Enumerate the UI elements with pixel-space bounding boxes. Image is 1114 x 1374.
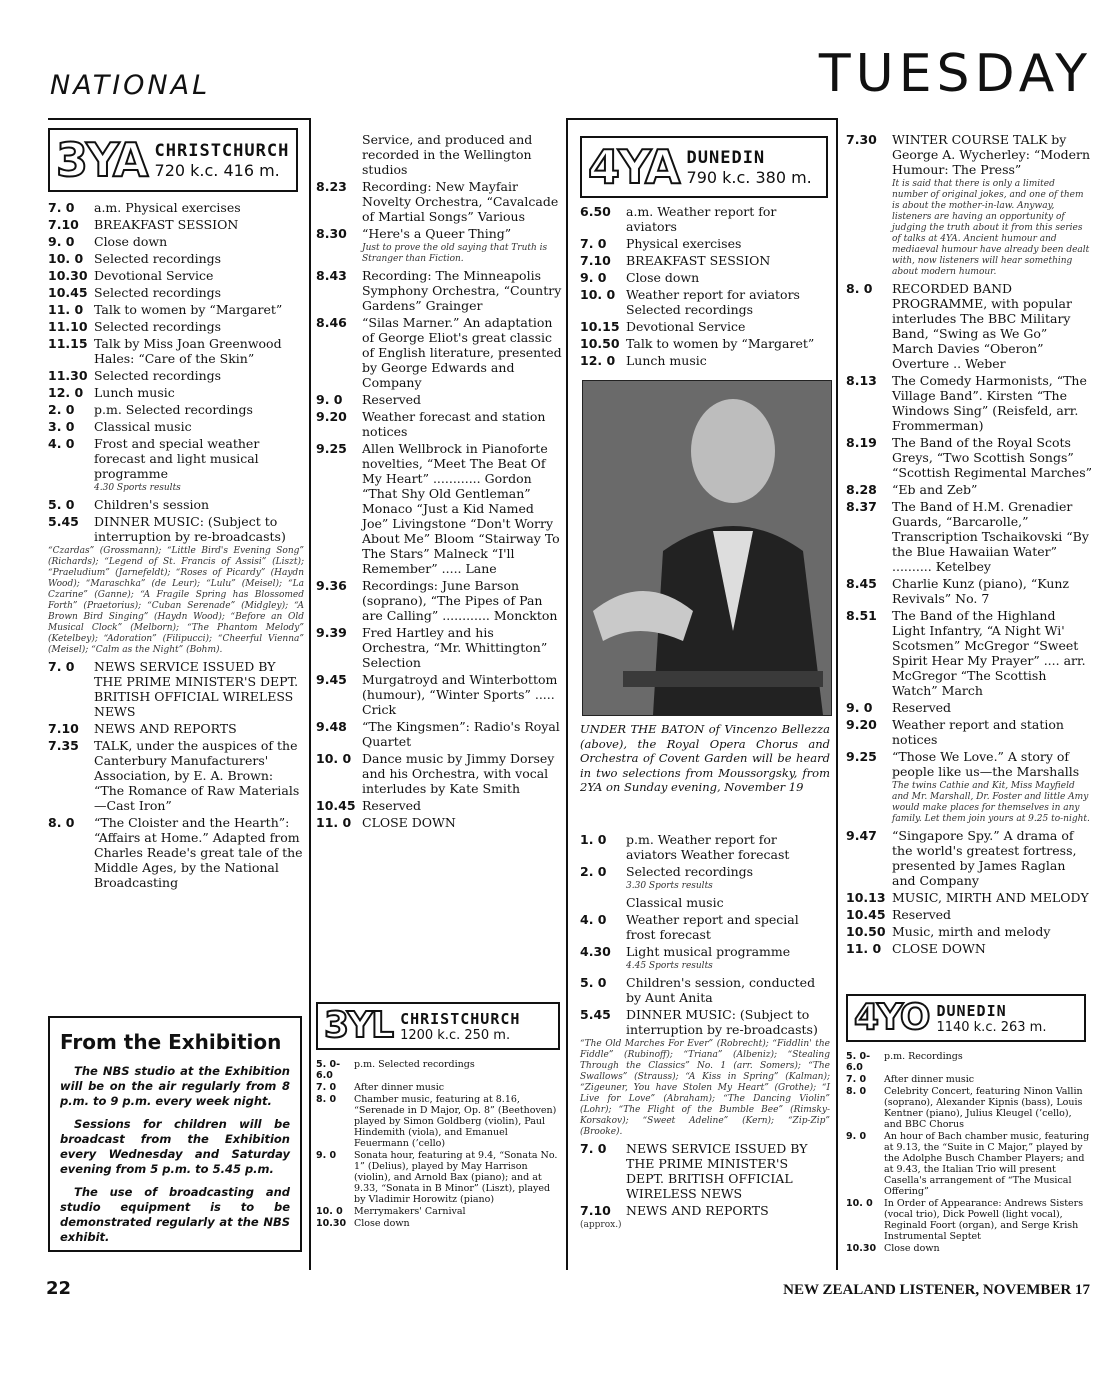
schedule-row <box>316 226 564 241</box>
schedule-row <box>580 1203 830 1218</box>
station-city: CHRISTCHURCH <box>400 1009 521 1028</box>
schedule-row <box>580 895 830 910</box>
schedule-description: The Comedy Harmonists, “The Village Band”. Kirsten “The Windows Sing” (Reisfeld, arr. Frommerman) <box>892 373 1087 433</box>
schedule-list <box>48 200 304 544</box>
schedule-row <box>846 717 1092 747</box>
schedule-description: BREAKFAST SESSION <box>94 217 239 232</box>
schedule-description: Physical exercises <box>626 236 742 251</box>
schedule-time: 8.28 <box>846 482 877 497</box>
station-callsign: 3YL <box>324 1005 393 1046</box>
schedule-row <box>316 751 564 796</box>
schedule-description: Selected recordings <box>94 368 222 383</box>
schedule-row <box>316 1206 564 1217</box>
schedule-description: TALK, under the auspices of the Canterbury Manufacturers' Association, by E. A. Brown: “The Romance of Raw Materials—Cast Iron” <box>94 738 300 813</box>
schedule-time: 9. 0 <box>580 270 607 285</box>
schedule-description: “Singapore Spy.” A drama of the world's greatest fortress, presented by James Raglan and Company <box>892 828 1077 888</box>
continued-text: Service, and produced and recorded in the Wellington studios <box>362 132 533 177</box>
schedule-row <box>846 373 1092 433</box>
schedule-time: 9.45 <box>316 672 347 687</box>
schedule-row <box>316 1150 564 1205</box>
schedule-time: 7. 0 <box>48 200 75 215</box>
schedule-description: Reserved <box>892 907 952 922</box>
schedule-row <box>846 890 1092 905</box>
schedule-time: 8. 0 <box>316 1094 337 1105</box>
schedule-row <box>316 179 564 224</box>
schedule-note: Just to prove the old saying that Truth is Stranger than Fiction. <box>362 243 548 264</box>
schedule-time: 10.50 <box>580 336 620 351</box>
schedule-time: 10.13 <box>846 890 886 905</box>
schedule-time: 9. 0 <box>48 234 75 249</box>
schedule-row <box>846 1086 1092 1130</box>
schedule-row <box>846 435 1092 480</box>
schedule-time: 10.30 <box>316 1218 347 1229</box>
schedule-note: 4.45 Sports results <box>626 961 713 971</box>
schedule-description: Devotional Service <box>94 268 214 283</box>
schedule-time: 9.48 <box>316 719 347 734</box>
schedule-row <box>846 828 1092 888</box>
schedule-row <box>316 578 564 623</box>
schedule-time: 8. 0 <box>846 281 873 296</box>
column-4ya-evening <box>846 130 1092 958</box>
schedule-description: “Eb and Zeb” <box>892 482 978 497</box>
schedule-row <box>316 315 564 390</box>
schedule-time: 10.50 <box>846 924 886 939</box>
schedule-description: Recording: New Mayfair Novelty Orchestra, “Cavalcade of Martial Songs” Various <box>362 179 559 224</box>
schedule-description: Recording: The Minneapolis Symphony Orchestra, “Country Gardens” Grainger <box>362 268 562 313</box>
schedule-description: Selected recordings <box>94 251 222 266</box>
schedule-row <box>580 236 830 251</box>
schedule-time: 8.46 <box>316 315 347 330</box>
schedule-time: 10.30 <box>48 268 88 283</box>
schedule-description: CLOSE DOWN <box>362 815 456 830</box>
schedule-time: 2. 0 <box>48 402 75 417</box>
schedule-description: Frost and special weather forecast and light musical programme <box>94 436 260 481</box>
station-header-4yo <box>846 994 1086 1042</box>
schedule-row <box>316 392 564 407</box>
schedule-description: NEWS SERVICE ISSUED BY THE PRIME MINISTER'S DEPT. BRITISH OFFICIAL WIRELESS NEWS <box>94 659 299 719</box>
schedule-time: 10. 0 <box>846 1198 873 1209</box>
schedule-description: MUSIC, MIRTH AND MELODY <box>892 890 1089 905</box>
schedule-time: 5. 0 <box>48 497 75 512</box>
schedule-description: NEWS AND REPORTS <box>626 1203 769 1218</box>
schedule-description: After dinner music <box>354 1082 445 1093</box>
schedule-description: In Order of Appearance: Andrews Sisters (vocal trio), Dick Powell (light vocal), Reginald Foort (organ), and Serge Krish Instrumental Septet <box>884 1198 1084 1242</box>
schedule-time: 9. 0 <box>316 392 343 407</box>
schedule-time: 8.13 <box>846 373 877 388</box>
schedule-description: Light musical programme <box>626 944 791 959</box>
schedule-row <box>48 514 304 544</box>
schedule-row <box>316 1082 564 1093</box>
schedule-time: 9.20 <box>846 717 877 732</box>
schedule-time: 9.36 <box>316 578 347 593</box>
station-callsign: 4YO <box>854 997 929 1038</box>
dinner-music-list: “Czardas” (Grossmann); “Little Bird's Evening Song” (Richards); “Legend of St. Francis of Assisi” (Liszt); “Praeludium” (Jarnefeldt); “Roses of Picardy” (Haydn Wood); “Maraschka” (de Leur); “Lulu” (Meisel); “La Czarine” (Ganne); “A Fragile Spring has Blossomed Forth” (Praetorius); “Cuban Serenade” (Midgley); “A Brown Bird Singing” (Haydn Wood); “Before an Old Musical Clock” (Melborn); “The Phantom Melody” (Ketelbey); “Adoration” (Filipucci); “Cheerful Vienna” (Meisel); “Calm as the Night” (Bohm). <box>48 546 304 655</box>
schedule-time: 1. 0 <box>580 832 607 847</box>
schedule-time: 9.20 <box>316 409 347 424</box>
publication-footer: NEW ZEALAND LISTENER, NOVEMBER 17 <box>783 1282 1090 1298</box>
schedule-row <box>846 1051 1092 1073</box>
day-title: TUESDAY <box>818 44 1092 104</box>
photo-caption: UNDER THE BATON of Vincenzo Bellezza (above), the Royal Opera Chorus and Orchestra of Covent Garden will be heard in two selections from Moussorgsky, from 2YA on Sunday evening, November 19 <box>580 722 830 794</box>
schedule-time: 9.39 <box>316 625 347 640</box>
schedule-time: 6.50 <box>580 204 611 219</box>
schedule-row <box>48 436 304 481</box>
station-header-3ya <box>48 128 298 192</box>
schedule-time: 10.45 <box>846 907 886 922</box>
schedule-row <box>48 285 304 300</box>
schedule-time: 8. 0 <box>48 815 75 830</box>
schedule-list <box>48 659 304 890</box>
schedule-list <box>580 1141 830 1218</box>
schedule-time: 8.37 <box>846 499 877 514</box>
schedule-description: Selected recordings <box>94 285 222 300</box>
schedule-description: p.m. Selected recordings <box>354 1059 475 1070</box>
schedule-time: 5.45 <box>48 514 79 529</box>
schedule-row <box>580 270 830 285</box>
schedule-row <box>316 625 564 670</box>
schedule-row <box>580 253 830 268</box>
schedule-description: After dinner music <box>884 1074 975 1085</box>
schedule-description: Music, mirth and melody <box>892 924 1051 939</box>
schedule-description: NEWS AND REPORTS <box>94 721 237 736</box>
schedule-description: Classical music <box>94 419 192 434</box>
schedule-description: The Band of the Royal Scots Greys, “Two Scottish Songs” “Scottish Regimental Marches” <box>892 435 1092 480</box>
schedule-time: 12. 0 <box>580 353 616 368</box>
schedule-description: Devotional Service <box>626 319 746 334</box>
schedule-row <box>316 798 564 813</box>
schedule-time: 11. 0 <box>846 941 882 956</box>
schedule-time: 7.10 <box>580 1203 611 1218</box>
schedule-row <box>846 1074 1092 1085</box>
schedule-time: 11.15 <box>48 336 88 351</box>
schedule-row <box>580 975 830 1005</box>
schedule-time: 11. 0 <box>316 815 352 830</box>
schedule-row <box>316 1218 564 1229</box>
schedule-time: 5. 0 <box>580 975 607 990</box>
schedule-row <box>316 268 564 313</box>
schedule-description: Selected recordings <box>626 864 754 879</box>
schedule-description: Reserved <box>362 798 422 813</box>
schedule-description: a.m. Physical exercises <box>94 200 241 215</box>
schedule-time: 11.30 <box>48 368 88 383</box>
schedule-description: Reserved <box>892 700 952 715</box>
schedule-time <box>580 895 626 910</box>
schedule-row <box>48 368 304 383</box>
exhibition-paragraph: The use of broadcasting and studio equipment is to be demonstrated regularly at the NBS exhibit. <box>60 1185 290 1244</box>
column-3ya-continued <box>316 130 564 832</box>
schedule-row <box>48 234 304 249</box>
schedule-list-4yo <box>846 1050 1092 1255</box>
schedule-row <box>846 924 1092 939</box>
schedule-description: Reserved <box>362 392 422 407</box>
schedule-description: a.m. Weather report for aviators <box>626 204 777 234</box>
schedule-row <box>316 815 564 830</box>
schedule-time: 9. 0 <box>316 1150 337 1161</box>
schedule-row <box>48 302 304 317</box>
schedule-description: The Band of the Highland Light Infantry, “A Night Wi' Scotsmen” McGregor “Sweet Spirit Hear My Prayer” .... arr. McGregor “The Scottish Watch” March <box>892 608 1086 698</box>
schedule-description: An hour of Bach chamber music, featuring at 9.13, the “Suite in C Major,” played by the Adolphe Busch Chamber Players; and at 9.43, the Italian Trio will present Casella's arrangement of “The Musical Offering” <box>884 1131 1090 1197</box>
schedule-row <box>580 353 830 368</box>
schedule-row <box>316 441 564 576</box>
schedule-row <box>48 402 304 417</box>
schedule-time: 7.35 <box>48 738 79 753</box>
schedule-description: DINNER MUSIC: (Subject to interruption by re-broadcasts) <box>626 1007 818 1037</box>
schedule-time: 9.47 <box>846 828 877 843</box>
schedule-time: 9.25 <box>846 749 877 764</box>
schedule-row <box>580 864 830 879</box>
schedule-description: Lunch music <box>626 353 707 368</box>
schedule-row <box>846 749 1092 779</box>
schedule-time: 12. 0 <box>48 385 84 400</box>
schedule-time: 7. 0 <box>846 1074 867 1085</box>
schedule-description: Dance music by Jimmy Dorsey and his Orchestra, with vocal interludes by Kate Smith <box>362 751 555 796</box>
schedule-row <box>846 700 1092 715</box>
column-4ya <box>580 136 830 370</box>
conductor-photo-image <box>583 381 831 715</box>
station-header-3yl <box>316 1002 560 1050</box>
schedule-list <box>846 132 1092 956</box>
schedule-description: Weather report and station notices <box>892 717 1064 747</box>
column-3ya <box>48 128 304 892</box>
schedule-description: p.m. Weather report for aviators Weather forecast <box>626 832 790 862</box>
schedule-time: 9. 0 <box>846 700 873 715</box>
schedule-description: p.m. Selected recordings <box>94 402 253 417</box>
schedule-time: 7. 0 <box>580 1141 607 1156</box>
schedule-time: 10. 0 <box>48 251 84 266</box>
schedule-time: 5.45 <box>580 1007 611 1022</box>
schedule-description: Children's session, conducted by Aunt Anita <box>626 975 816 1005</box>
schedule-description: Close down <box>884 1243 940 1254</box>
schedule-row <box>580 336 830 351</box>
schedule-description: Children's session <box>94 497 210 512</box>
schedule-time: 10.30 <box>846 1243 877 1254</box>
schedule-time: 7. 0 <box>48 659 75 674</box>
schedule-time: 2. 0 <box>580 864 607 879</box>
top-rule <box>566 118 836 120</box>
schedule-row <box>580 319 830 334</box>
schedule-row <box>846 132 1092 177</box>
schedule-note: 3.30 Sports results <box>626 881 713 891</box>
schedule-note: It is said that there is only a limited number of original jokes, and one of them is about the mother-in-law. Anyway, listeners are having an opportunity of judging the truth about it from this series of talks at 4YA. Ancient humour and mediaeval humour have already been dealt with, now listeners will hear something about modern humour. <box>892 179 1090 277</box>
schedule-time: 11.10 <box>48 319 88 334</box>
schedule-row <box>580 1141 830 1201</box>
schedule-description: Close down <box>626 270 700 285</box>
schedule-time: 8.23 <box>316 179 347 194</box>
schedule-row <box>316 1094 564 1149</box>
schedule-row <box>846 941 1092 956</box>
station-header-4ya <box>580 136 828 198</box>
schedule-description: Recordings: June Barson (soprano), “The Pipes of Pan are Calling” ............ Monckton <box>362 578 558 623</box>
station-city: DUNEDIN <box>686 147 766 168</box>
schedule-time: 11. 0 <box>48 302 84 317</box>
schedule-description: Chamber music, featuring at 8.16, “Serenade in D Major, Op. 8” (Beethoven) played by Simon Goldberg (violin), Paul Hindemith (viola), and Emanuel Feuermann (’cello) <box>354 1094 557 1149</box>
schedule-time: 4.30 <box>580 944 611 959</box>
schedule-time: 4. 0 <box>48 436 75 451</box>
schedule-time: 10.15 <box>580 319 620 334</box>
section-label: NATIONAL <box>50 70 211 101</box>
schedule-description: Charlie Kunz (piano), “Kunz Revivals” No. 7 <box>892 576 1070 606</box>
schedule-row <box>48 497 304 512</box>
schedule-time: 7.30 <box>846 132 877 147</box>
schedule-list <box>316 179 564 830</box>
schedule-row <box>48 738 304 813</box>
column-4ya-afternoon <box>580 830 830 1234</box>
schedule-description: Close down <box>94 234 168 249</box>
column-divider <box>309 118 311 1270</box>
schedule-row <box>580 944 830 959</box>
schedule-time: 9. 0 <box>846 1131 867 1142</box>
schedule-row <box>846 576 1092 606</box>
schedule-description: CLOSE DOWN <box>892 941 986 956</box>
schedule-description: WINTER COURSE TALK by George A. Wycherley: “Modern Humour: The Press” <box>892 132 1091 177</box>
schedule-description: “The Kingsmen”: Radio's Royal Quartet <box>362 719 560 749</box>
schedule-row <box>48 217 304 232</box>
schedule-row <box>580 287 830 317</box>
schedule-time: 5. 0-6.0 <box>316 1059 341 1081</box>
schedule-row <box>48 419 304 434</box>
schedule-description: Celebrity Concert, featuring Ninon Vallin (soprano), Alexander Kipnis (bass), Louis Kentner (piano), Julius Kleugel (’cello), and BBC Chorus <box>884 1086 1083 1130</box>
exhibition-paragraph: Sessions for children will be broadcast from the Exhibition every Wednesday and Saturday evening from 5 p.m. to 5.45 p.m. <box>60 1117 290 1176</box>
schedule-row <box>316 672 564 717</box>
schedule-row <box>580 912 830 942</box>
schedule-time: 5. 0-6.0 <box>846 1051 871 1073</box>
schedule-time: 7. 0 <box>580 236 607 251</box>
schedule-note: The twins Cathie and Kit, Miss Mayfield and Mr. Marshall, Dr. Foster and little Amy would make places for themselves in any family. Let them join yours at 9.25 to-night. <box>892 781 1090 824</box>
page-number: 22 <box>46 1278 72 1299</box>
schedule-row <box>48 659 304 719</box>
schedule-description: NEWS SERVICE ISSUED BY THE PRIME MINISTER'S DEPT. BRITISH OFFICIAL WIRELESS NEWS <box>626 1141 808 1201</box>
schedule-time: 7.10 <box>580 253 611 268</box>
schedule-row <box>580 832 830 862</box>
schedule-description: The Band of H.M. Grenadier Guards, “Barcarolle,” Transcription Tschaikovski “By the Blue Hawaiian Water” .......... Ketelbey <box>892 499 1089 574</box>
schedule-time: 10. 0 <box>316 1206 343 1217</box>
conductor-photo <box>582 380 832 716</box>
schedule-description: “The Cloister and the Hearth”: “Affairs at Home.” Adapted from Charles Reade's great tale of the Middle Ages, by the National Broadcasting <box>94 815 303 890</box>
schedule-time: 8.45 <box>846 576 877 591</box>
schedule-description: Allen Wellbrock in Pianoforte novelties, “Meet The Beat Of My Heart” ............ Gordon “That Shy Old Gentleman” Monaco “Just a Kid Named Joe” Livingstone “Don't Worry About Me” Bloom “Stairway To The Stars” Malneck “I'll Remember” ..... Lane <box>362 441 560 576</box>
schedule-time: 10. 0 <box>580 287 616 302</box>
column-divider <box>836 118 838 1270</box>
schedule-row <box>846 499 1092 574</box>
column-divider <box>566 118 568 1270</box>
schedule-description: Merrymakers' Carnival <box>354 1206 466 1217</box>
schedule-time: 7. 0 <box>316 1082 337 1093</box>
schedule-row <box>846 1131 1092 1197</box>
schedule-row <box>316 1059 564 1081</box>
schedule-description: Fred Hartley and his Orchestra, “Mr. Whittington” Selection <box>362 625 548 670</box>
station-frequency: 790 k.c. 380 m. <box>686 167 812 187</box>
exhibition-paragraph: The NBS studio at the Exhibition will be on the air regularly from 8 p.m. to 9 p.m. every week night. <box>60 1064 290 1108</box>
schedule-description: Sonata hour, featuring at 9.4, “Sonata No. 1” (Delius), played by May Harrison (violin), and Arnold Bax (piano); and at 9.33, “Sonata in B Minor” (Liszt), played by Vladimir Horowitz (piano) <box>354 1150 558 1205</box>
schedule-description: “Here's a Queer Thing” <box>362 226 512 241</box>
schedule-list <box>580 204 830 368</box>
schedule-time: 7.10 <box>48 721 79 736</box>
schedule-description: p.m. Recordings <box>884 1051 963 1062</box>
schedule-description: Murgatroyd and Winterbottom (humour), “Winter Sports” ..... Crick <box>362 672 558 717</box>
schedule-time: 3. 0 <box>48 419 75 434</box>
schedule-description: DINNER MUSIC: (Subject to interruption by re-broadcasts) <box>94 514 286 544</box>
schedule-row <box>846 1198 1092 1242</box>
station-frequency: 1200 k.c. 250 m. <box>400 1027 511 1043</box>
schedule-row <box>48 319 304 334</box>
schedule-description: Lunch music <box>94 385 175 400</box>
station-city: CHRISTCHURCH <box>154 140 290 161</box>
schedule-description: Close down <box>354 1218 410 1229</box>
schedule-description: Weather forecast and station notices <box>362 409 546 439</box>
schedule-row <box>846 608 1092 698</box>
schedule-time: 8. 0 <box>846 1086 867 1097</box>
schedule-row <box>48 385 304 400</box>
approx-note: (approx.) <box>580 1220 622 1230</box>
schedule-row <box>48 815 304 890</box>
schedule-row <box>316 409 564 439</box>
station-frequency: 720 k.c. 416 m. <box>154 160 280 180</box>
schedule-time: 8.43 <box>316 268 347 283</box>
schedule-description: Weather report and special frost forecast <box>626 912 799 942</box>
schedule-time: 8.19 <box>846 435 877 450</box>
schedule-time: 8.30 <box>316 226 347 241</box>
schedule-time: 8.51 <box>846 608 877 623</box>
schedule-row <box>316 719 564 749</box>
station-callsign: 3YA <box>56 133 147 187</box>
schedule-description: Talk to women by “Margaret” <box>626 336 815 351</box>
schedule-time: 10.45 <box>48 285 88 300</box>
exhibition-title: From the Exhibition <box>60 1030 282 1054</box>
schedule-row <box>48 336 304 366</box>
schedule-description: RECORDED BAND PROGRAMME, with popular interludes The BBC Military Band, “Swing as We Go” March Davies “Oberon” Overture .. Weber <box>892 281 1072 371</box>
station-callsign: 4YA <box>588 140 679 194</box>
station-frequency: 1140 k.c. 263 m. <box>936 1019 1047 1035</box>
schedule-time: 10.45 <box>316 798 356 813</box>
schedule-row <box>846 907 1092 922</box>
schedule-row <box>580 1007 830 1037</box>
schedule-description: Weather report for aviators Selected recordings <box>626 287 800 317</box>
dinner-music-list: “The Old Marches For Ever” (Robrecht); “Fiddlin' the Fiddle” (Rubinoff); “Triana” (Albeniz); “Stealing Through the Classics” No. 1 (arr. Somers); “The Swallows” (Strauss); “A Kiss in Spring” (Kalman); “Zigeuner, You have Stolen My Heart” (Grothe); “I Live for Love” (Abraham); “The Dancing Violin” (Lohr); “The Flight of the Bumble Bee” (Rimsky-Korsakov); “Sweet Adeline” (Kern); “Zip-Zip” (Brooke). <box>580 1039 830 1137</box>
schedule-time: 7.10 <box>48 217 79 232</box>
schedule-description: Talk by Miss Joan Greenwood Hales: “Care of the Skin” <box>94 336 282 366</box>
schedule-row <box>846 1243 1092 1254</box>
schedule-row <box>48 200 304 215</box>
schedule-row <box>48 268 304 283</box>
schedule-description: BREAKFAST SESSION <box>626 253 771 268</box>
schedule-list-3yl <box>316 1058 564 1230</box>
exhibition-box <box>48 1016 302 1252</box>
top-rule <box>48 118 310 120</box>
schedule-description: Selected recordings <box>94 319 222 334</box>
schedule-description: Classical music <box>626 895 724 910</box>
station-city: DUNEDIN <box>936 1001 1007 1020</box>
schedule-row <box>580 204 830 234</box>
schedule-time: 4. 0 <box>580 912 607 927</box>
schedule-row <box>48 721 304 736</box>
schedule-description: “Silas Marner.” An adaptation of George Eliot's great classic of English literature, presented by George Edwards and Company <box>362 315 562 390</box>
schedule-description: Talk to women by “Margaret” <box>94 302 283 317</box>
schedule-row <box>846 482 1092 497</box>
schedule-description: “Those We Love.” A story of people like us—the Marshalls <box>892 749 1080 779</box>
schedule-list <box>580 832 830 1037</box>
schedule-time: 10. 0 <box>316 751 352 766</box>
schedule-time: 9.25 <box>316 441 347 456</box>
schedule-row <box>48 251 304 266</box>
schedule-row <box>846 281 1092 371</box>
schedule-note: 4.30 Sports results <box>94 483 181 493</box>
